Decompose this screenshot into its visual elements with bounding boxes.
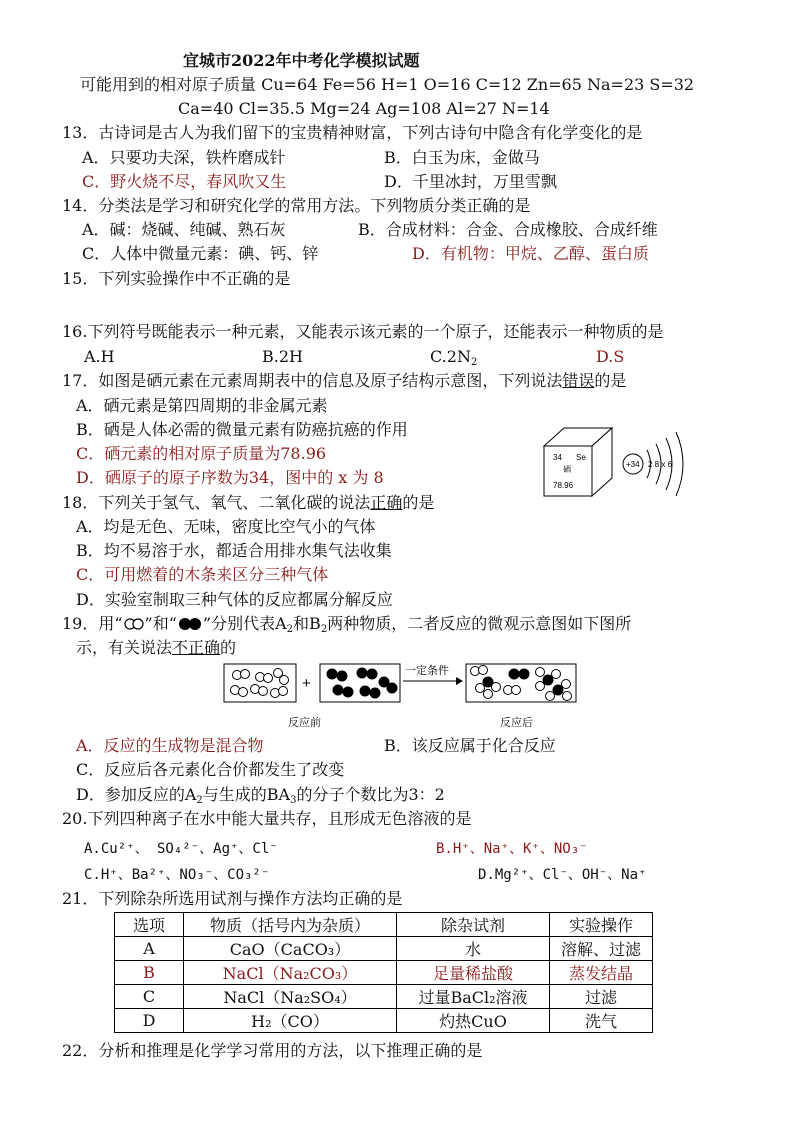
table-row: [115, 1009, 653, 1033]
table-cell: 足量稀盐酸: [397, 961, 550, 985]
table-cell: NaCl（Na₂SO₄）: [184, 985, 397, 1009]
q16-option-c: $C.2N_2$: [430, 347, 478, 368]
q22-stem: 22．分析和推理是化学学习常用的方法，以下推理正确的是: [62, 1041, 483, 1060]
table-row: [115, 985, 653, 1009]
q16-option-b: B.2H: [262, 347, 303, 366]
page-title: 宜城市2022年中考化学模拟试题: [183, 51, 420, 70]
table-cell: 过量BaCl₂溶液: [397, 985, 550, 1009]
nucleus-charge: +34: [626, 460, 640, 469]
table-cell: 蒸发结晶: [550, 961, 653, 985]
q20-option-a: A.Cu²⁺、 SO₄²⁻、Ag⁺、Cl⁻: [84, 841, 278, 857]
table-header-row: [115, 913, 653, 937]
box-before-b2: [320, 664, 400, 702]
q19-option-a: A．反应的生成物是混合物: [76, 736, 264, 755]
q21-stem: 21．下列除杂所选用试剂与操作方法均正确的是: [62, 889, 403, 908]
header-cell: 实验操作: [550, 913, 653, 937]
table-row: [115, 937, 653, 961]
atomic-masses-line2: Ca=40 Cl=35.5 Mg=24 Ag=108 Al=27 N=14: [178, 99, 550, 118]
q13-option-a: A．只要功夫深，铁杵磨成针: [82, 148, 286, 167]
header-cell: 选项: [115, 913, 184, 937]
electron-shells: 2 8 x 6: [648, 460, 673, 469]
q14-option-b: B．合成材料：合金、合成橡胶、合成纤维: [358, 220, 658, 239]
caption-before: 反应前: [288, 716, 321, 729]
q20-stem: 20.下列四种离子在水中能大量共存，且形成无色溶液的是: [62, 809, 472, 828]
q19-stem-line2: 示，有关说法不正确的: [76, 638, 237, 657]
q17-option-a: A．硒元素是第四周期的非金属元素: [76, 396, 328, 415]
q16-option-d: D.S: [596, 347, 625, 366]
q18-option-d: D．实验室制取三种气体的反应都属分解反应: [76, 590, 393, 609]
a2-molecule-icon: [123, 618, 145, 630]
table-cell: A: [115, 937, 184, 961]
reaction-arrow: [403, 663, 463, 685]
card-name: 硒: [563, 465, 571, 474]
header-cell: 除杂试剂: [397, 913, 550, 937]
table-cell: B: [115, 961, 184, 985]
q17-stem: 17．如图是硒元素在元素周期表中的信息及原子结构示意图，下列说法错误的是: [62, 371, 627, 390]
q20-option-d: D.Mg²⁺、Cl⁻、OH⁻、Na⁺: [478, 867, 647, 883]
q14-option-c: C．人体中微量元素：碘、钙、锌: [82, 244, 319, 263]
plus-sign: +: [302, 675, 311, 692]
q16-option-a: A.H: [84, 347, 115, 366]
card-symbol: Se: [576, 453, 586, 462]
table-cell: D: [115, 1009, 184, 1033]
q15-stem: 15．下列实验操作中不正确的是: [62, 269, 291, 288]
impurity-table: [114, 912, 653, 1033]
table-cell: CaO（CaCO₃）: [184, 937, 397, 961]
table-cell: NaCl（Na₂CO₃）: [184, 961, 397, 985]
q19-option-c: C．反应后各元素化合价都发生了改变: [76, 760, 345, 779]
reaction-condition: 一定条件: [405, 664, 449, 677]
card-number: 34: [553, 453, 562, 462]
q17-option-c: C．硒元素的相对原子质量为78.96: [76, 444, 327, 463]
q13-option-b: B．白玉为床，金做马: [384, 148, 540, 167]
caption-after: 反应后: [500, 716, 533, 729]
selenium-figure: [538, 420, 698, 500]
q14-stem: 14．分类法是学习和研究化学的常用方法。下列物质分类正确的是: [62, 196, 531, 215]
header-cell: 物质（括号内为杂质）: [184, 913, 397, 937]
atom-structure: [623, 432, 683, 496]
q14-option-d: D．有机物：甲烷、乙醇、蛋白质: [412, 244, 649, 263]
table-cell: 溶解、过滤: [550, 937, 653, 961]
q18-option-c: C．可用燃着的木条来区分三种气体: [76, 565, 329, 584]
table-row: [115, 961, 653, 985]
element-card: [544, 428, 612, 496]
q16-stem: 16.下列符号既能表示一种元素，又能表示该元素的一个原子，还能表示一种物质的是: [62, 322, 664, 341]
table-cell: 水: [397, 937, 550, 961]
q20-option-c: C.H⁺、Ba²⁺、NO₃⁻、CO₃²⁻: [84, 867, 270, 883]
q13-stem: 13．古诗词是古人为我们留下的宝贵精神财富，下列古诗句中隐含有化学变化的是: [62, 123, 643, 142]
shell-arc-4: [676, 432, 683, 496]
table-cell: 过滤: [550, 985, 653, 1009]
q19-option-d: D．参加反应的$A_2$与生成的$BA_3$的分子个数比为3：2: [76, 785, 445, 806]
reaction-diagram: [222, 660, 582, 708]
atomic-masses-line1: 可能用到的相对原子质量 Cu=64 Fe=56 H=1 O=16 C=12 Zn=65 Na=23 S=32: [80, 75, 695, 94]
table-cell: 洗气: [550, 1009, 653, 1033]
q19-stem: 19．用“ ”和“ ”分别代表$A_2$和$B_2$两种物质，二者反应的微观示意图如下图所: [62, 614, 632, 635]
q18-stem: 18．下列关于氢气、氧气、二氧化碳的说法正确的是: [62, 493, 435, 512]
table-cell: 灼热CuO: [397, 1009, 550, 1033]
q14-option-a: A．碱：烧碱、纯碱、熟石灰: [82, 220, 286, 239]
card-mass: 78.96: [553, 481, 574, 490]
q13-option-d: D．千里冰封，万里雪飘: [384, 172, 557, 191]
q17-option-b: B．硒是人体必需的微量元素有防癌抗癌的作用: [76, 420, 408, 439]
q20-option-b: B.H⁺、Na⁺、K⁺、NO₃⁻: [436, 841, 588, 857]
table-cell: C: [115, 985, 184, 1009]
q18-option-b: B．均不易溶于水，都适合用排水集气法收集: [76, 541, 392, 560]
table-cell: H₂（CO）: [184, 1009, 397, 1033]
q13-option-c: C．野火烧不尽，春风吹又生: [82, 172, 287, 191]
q19-option-b: B．该反应属于化合反应: [384, 736, 556, 755]
box-after: [466, 664, 576, 702]
b2-molecule-icon: [177, 617, 203, 631]
box-before-a2: [224, 664, 296, 702]
q17-option-d: D．硒原子的原子序数为34，图中的 x 为 8: [76, 468, 384, 487]
q18-option-a: A．均是无色、无味，密度比空气小的气体: [76, 517, 376, 536]
